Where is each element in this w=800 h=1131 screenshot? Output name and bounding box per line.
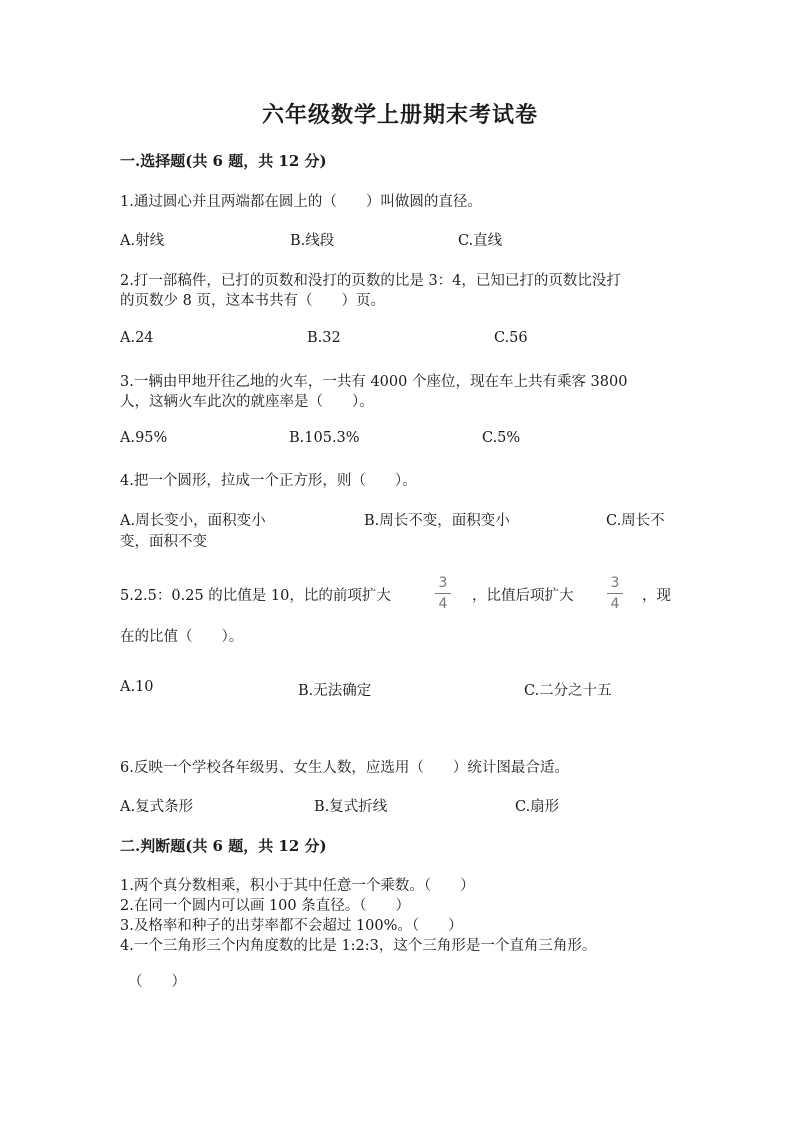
q2-option-c: C.56 xyxy=(494,330,528,346)
q1-option-a: A.射线 xyxy=(120,233,165,249)
section1-heading: 一.选择题(共 6 题，共 12 分) xyxy=(120,152,327,170)
judgment-item-3: 3.及格率和种子的出芽率都不会超过 100%。（ ） xyxy=(120,918,463,934)
q2-option-a: A.24 xyxy=(120,330,154,346)
q6-option-a: A.复式条形 xyxy=(120,799,194,815)
q2-option-b: B.32 xyxy=(307,330,341,346)
judgment-item-1: 1.两个真分数相乘，积小于其中任意一个乘数。（ ） xyxy=(120,878,475,894)
question-2-line2: 的页数少 8 页，这本书共有（ ）页。 xyxy=(120,293,385,309)
q1-option-b: B.线段 xyxy=(290,233,335,249)
fraction-three-quarters-2 xyxy=(605,575,625,612)
q4-option-a: A.周长变小，面积变小 xyxy=(120,513,266,529)
question-3-line1: 3.一辆由甲地开往乙地的火车，一共有 4000 个座位，现在车上共有乘客 3800 xyxy=(120,374,628,390)
q3-option-a: A.95% xyxy=(120,430,168,446)
q5-option-c: C.二分之十五 xyxy=(524,683,612,699)
question-4: 4.把一个圆形，拉成一个正方形，则（ ）。 xyxy=(120,473,417,489)
fraction1-bar xyxy=(435,593,451,594)
question-5-part3: ，现 xyxy=(642,588,671,604)
question-1: 1.通过圆心并且两端都在圆上的（ ）叫做圆的直径。 xyxy=(120,194,482,210)
question-5-line2: 在的比值（ ）。 xyxy=(120,629,244,645)
section2-heading: 二.判断题(共 6 题，共 12 分) xyxy=(120,837,327,855)
fraction1-denominator: 4 xyxy=(438,596,448,612)
judgment-item-2: 2.在同一个圆内可以画 100 条直径。（ ） xyxy=(120,898,410,914)
fraction2-numerator: 3 xyxy=(610,575,620,591)
fraction2-denominator: 4 xyxy=(610,596,620,612)
judgment-item-4-blank: （ ） xyxy=(128,974,186,990)
q3-option-c: C.5% xyxy=(482,430,521,446)
page-title: 六年级数学上册期末考试卷 xyxy=(261,102,538,128)
q6-option-b: B.复式折线 xyxy=(314,799,388,815)
question-5-part2: ，比值后项扩大 xyxy=(472,588,574,604)
q6-option-c: C.扇形 xyxy=(515,799,560,815)
q4-option-c-continued: 变，面积不变 xyxy=(120,534,207,550)
question-5-part1: 5.2.5：0.25 的比值是 10，比的前项扩大 xyxy=(120,588,391,604)
fraction2-bar xyxy=(607,593,623,594)
q5-option-b: B.无法确定 xyxy=(298,683,372,699)
q3-option-b: B.105.3% xyxy=(289,430,360,446)
judgment-item-4: 4.一个三角形三个内角度数的比是 1:2:3，这个三角形是一个直角三角形。 xyxy=(120,938,597,954)
q5-option-a: A.10 xyxy=(120,679,154,695)
question-3-line2: 人，这辆火车此次的就座率是（ ）。 xyxy=(120,394,374,410)
q4-option-c: C.周长不 xyxy=(606,513,665,529)
question-6: 6.反映一个学校各年级男、女生人数，应选用（ ）统计图最合适。 xyxy=(120,760,569,776)
fraction1-numerator: 3 xyxy=(438,575,448,591)
question-2-line1: 2.打一部稿件，已打的页数和没打的页数的比是 3：4，已知已打的页数比没打 xyxy=(120,273,621,289)
q1-option-c: C.直线 xyxy=(458,233,503,249)
fraction-three-quarters-1 xyxy=(433,575,453,612)
q4-option-b: B.周长不变，面积变小 xyxy=(364,513,510,529)
